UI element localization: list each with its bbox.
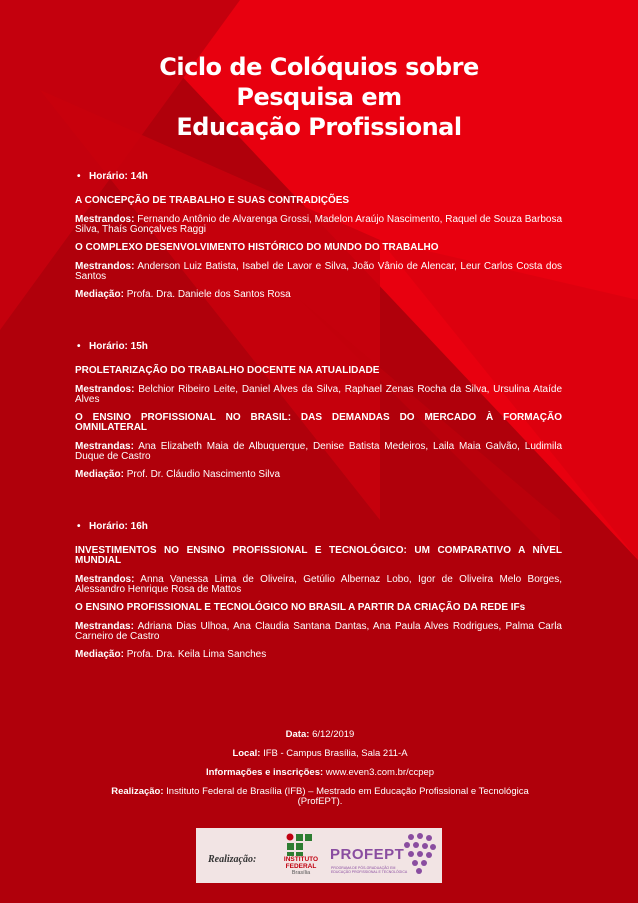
talk-title: O COMPLEXO DESENVOLVIMENTO HISTÓRICO DO MUNDO DO TRABALHO: [75, 242, 439, 253]
talk-title: PROLETARIZAÇÃO DO TRABALHO DOCENTE NA ATUALIDADE: [75, 365, 380, 376]
event-date: Data: 6/12/2019: [285, 729, 355, 740]
session-16h: [75, 522, 562, 660]
bullet-icon: •: [77, 341, 81, 352]
title-line: Educação Profissional: [176, 113, 462, 141]
registration-link[interactable]: www.even3.com.br/ccpep: [325, 767, 435, 778]
talk-title: O ENSINO PROFISSIONAL E TECNOLÓGICO NO BRASIL A PARTIR DA CRIAÇÃO DA REDE IFs: [75, 602, 526, 613]
session-hour: • Horário: 14h: [77, 171, 148, 182]
logos-label: Realização:: [208, 854, 257, 865]
talk-presenters: Mestrandas: Adriana Dias Ulhoa, Ana Claudia Santana Dantas, Ana Paula Alves Rodrigues, Palma Carla Carneiro de Castro: [75, 621, 562, 642]
talk-title: INVESTIMENTOS NO ENSINO PROFISSIONAL E TECNOLÓGICO: UM COMPARATIVO A NÍVEL MUNDIAL: [75, 545, 562, 566]
bullet-icon: •: [77, 521, 81, 532]
talk-presenters: Mestrandos: Anna Vanessa Lima de Oliveira, Getúlio Albernaz Lobo, Igor de Oliveira Melo Borges, Alessandro Henrique Rosa de Mattos: [75, 574, 562, 595]
profept-logo-text: PROFEPT: [330, 846, 405, 863]
profept-dots-icon: [401, 832, 439, 876]
organizer-logos: [196, 828, 442, 883]
session-mediation: Mediação: Profa. Dra. Daniele dos Santos Rosa: [75, 289, 291, 300]
event-registration: Informações e inscrições: www.even3.com.br/ccpep: [205, 767, 435, 778]
ifb-logo-text: INSTITUTO FEDERAL Brasília: [283, 856, 319, 876]
session-hour: • Horário: 16h: [77, 521, 148, 532]
talk-presenters: Mestrandos: Belchior Ribeiro Leite, Daniel Alves da Silva, Raphael Zenas Rocha da Silva, Ursulina Ataíde Alves: [75, 384, 563, 405]
bullet-icon: •: [77, 171, 81, 182]
talk-title: O ENSINO PROFISSIONAL NO BRASIL: DAS DEMANDAS DO MERCADO À FORMAÇÃO OMNILATERAL: [75, 412, 562, 433]
talk-presenters: Mestrandos: Anderson Luiz Batista, Isabel de Lavor e Silva, João Vânio de Alencar, Leur Carlos Costa dos Santos: [75, 261, 562, 282]
session-mediation: Mediação: Prof. Dr. Cláudio Nascimento Silva: [75, 469, 281, 480]
event-info: [90, 730, 550, 816]
profept-subtitle: PROGRAMA DE PÓS-GRADUAÇÃO EM EDUCAÇÃO PROFISSIONAL E TECNOLÓGICA: [331, 866, 408, 874]
event-location: Local: IFB - Campus Brasília, Sala 211-A: [232, 748, 408, 759]
title-line: Pesquisa em: [236, 83, 402, 111]
event-title: [0, 52, 638, 142]
event-organizer: Realização: Instituto Federal de Brasília (IFB) – Mestrado em Educação Profissional e Tecnológica (ProfEPT).: [111, 786, 529, 807]
talk-presenters: Mestrandas: Ana Elizabeth Maia de Albuquerque, Denise Batista Medeiros, Laila Maia Galvão, Ludimila Duque de Castro: [75, 441, 563, 462]
talk-presenters: Mestrandos: Fernando Antônio de Alvarenga Grossi, Madelon Araújo Nascimento, Raquel de Souza Barbosa Silva, Thaís Gonçalves Raggi: [75, 214, 562, 235]
session-hour: • Horário: 15h: [77, 341, 148, 352]
talk-title: A CONCEPÇÃO DE TRABALHO E SUAS CONTRADIÇÕES: [75, 195, 350, 206]
session-14h: [75, 172, 562, 300]
title-line: Ciclo de Colóquios sobre: [159, 53, 479, 81]
session-15h: [75, 342, 562, 480]
session-mediation: Mediação: Profa. Dra. Keila Lima Sanches: [75, 649, 267, 660]
